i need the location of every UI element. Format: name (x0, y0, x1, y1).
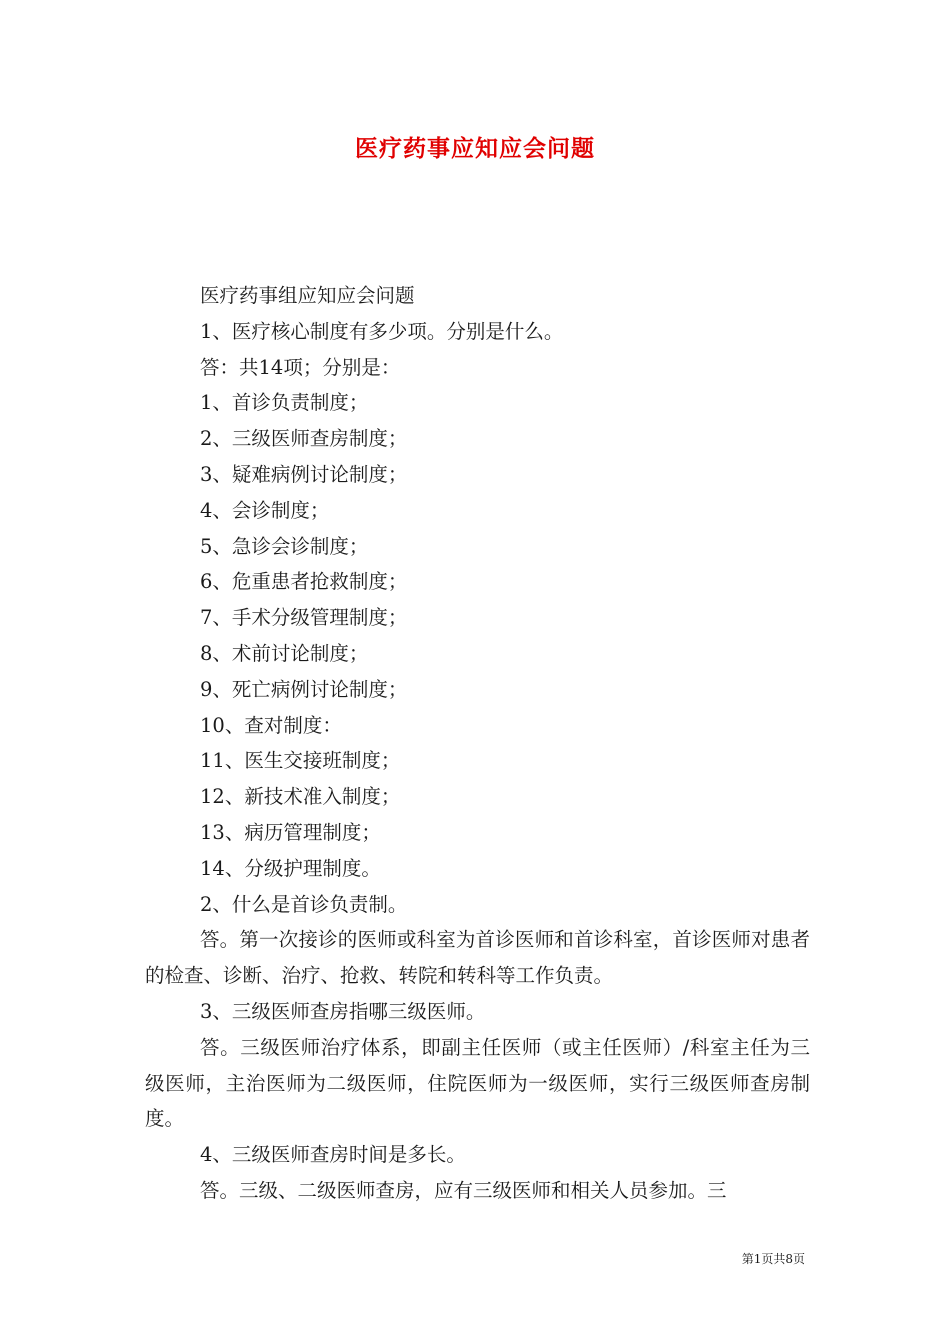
list-item: 3、疑难病例讨论制度； (200, 462, 408, 486)
list-item: 11、医生交接班制度； (200, 749, 401, 773)
list-item: 6、危重患者抢救制度； (200, 570, 408, 594)
list-item: 2、三级医师查房制度； (200, 427, 408, 451)
question-4: 4、三级医师查房时间是多长。 (200, 1143, 466, 1167)
question-3: 3、三级医师查房指哪三级医师。 (200, 999, 486, 1023)
list-item: 1、首诊负责制度； (200, 391, 369, 415)
list-item: 8、术前讨论制度； (200, 641, 369, 665)
answer-3: 答。三级医师治疗体系，即副主任医师（或主任医师）/科室主任为三级医师，主治医师为二级医师，住院医师为一级医师，实行三级医师查房制度。 (145, 1035, 810, 1131)
document-body (145, 278, 810, 1209)
list-item: 7、手术分级管理制度； (200, 606, 408, 630)
question-2: 2、什么是首诊负责制。 (200, 892, 408, 916)
answer-1-intro: 答：共14项；分别是： (200, 355, 401, 379)
list-item: 13、病历管理制度； (200, 820, 381, 844)
answer-4: 答。三级、二级医师查房，应有三级医师和相关人员参加。三 (200, 1178, 727, 1202)
list-item: 14、分级护理制度。 (200, 856, 381, 880)
list-item: 4、会诊制度； (200, 498, 330, 522)
list-item: 5、急诊会诊制度； (200, 534, 369, 558)
subtitle-line: 医疗药事组应知应会问题 (200, 284, 415, 307)
list-item: 9、死亡病例讨论制度； (200, 677, 408, 701)
page-number: 第1页共8页 (741, 1252, 805, 1266)
page-title: 医疗药事应知应会问题 (355, 135, 595, 162)
list-item: 10、查对制度： (200, 713, 342, 737)
answer-2: 答。第一次接诊的医师或科室为首诊医师和首诊科室，首诊医师对患者的检查、诊断、治疗、抢救、转院和转科等工作负责。 (145, 928, 810, 988)
question-1: 1、医疗核心制度有多少项。分别是什么。 (200, 319, 564, 343)
list-item: 12、新技术准入制度； (200, 785, 401, 809)
